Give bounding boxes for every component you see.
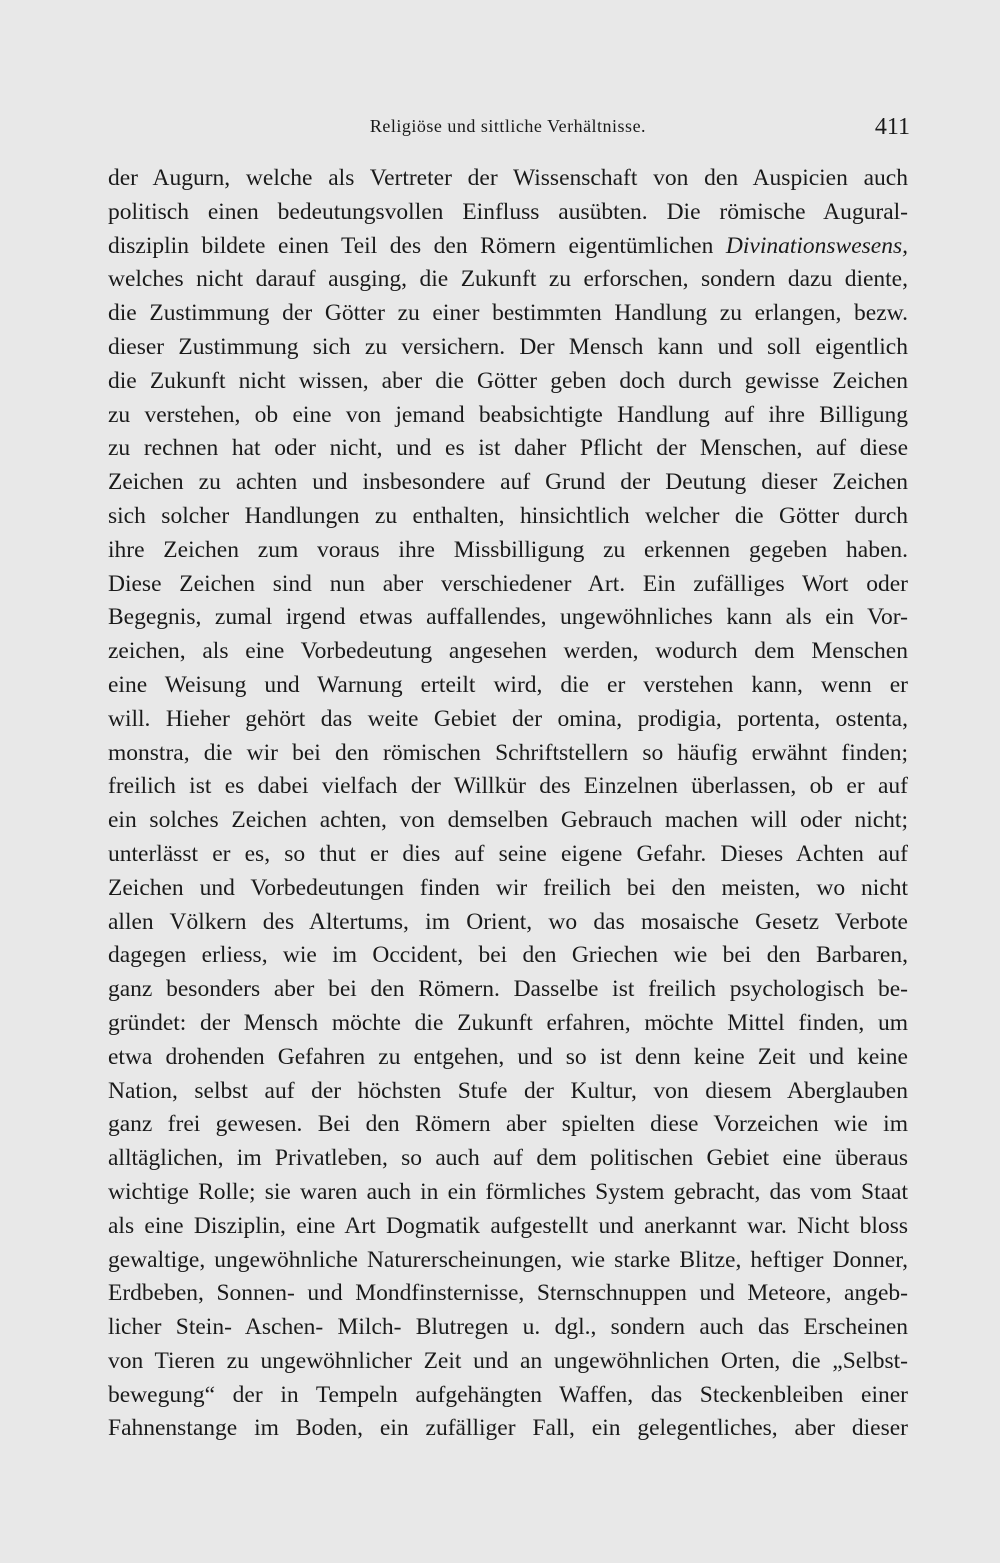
text-line: eine Weisung und Warnung erteilt wird, die er verstehen kann, wenn er (108, 671, 908, 698)
text-line: bewegung“ der in Tempeln aufgehängten Waffen, das Steckenbleiben einer (108, 1381, 908, 1408)
text-line: allen Völkern des Altertums, im Orient, wo das mosaische Gesetz Verbote (108, 908, 908, 935)
text-line: will. Hieher gehört das weite Gebiet der omina, prodigia, portenta, ostenta, (108, 705, 908, 732)
text-line: alltäglichen, im Privatleben, so auch auf dem politischen Gebiet eine überaus (108, 1145, 908, 1172)
text-line: ganz besonders aber bei den Römern. Dasselbe ist freilich psychologisch be- (108, 976, 908, 1003)
text-line: Diese Zeichen sind nun aber verschiedener Art. Ein zufälliges Wort oder (108, 570, 908, 597)
text-line: zeichen, als eine Vorbedeutung angesehen werden, wodurch dem Menschen (108, 638, 908, 665)
text-line: sich solcher Handlungen zu enthalten, hinsichtlich welcher die Götter durch (108, 502, 908, 529)
text-line: gründet: der Mensch möchte die Zukunft erfahren, möchte Mittel finden, um (108, 1009, 908, 1036)
page-number: 411 (874, 114, 910, 140)
text-line: zu verstehen, ob eine von jemand beabsichtigte Handlung auf ihre Billigung (108, 401, 908, 428)
text-line: dieser Zustimmung sich zu versichern. Der Mensch kann und soll eigentlich (108, 333, 908, 360)
text-line: der Augurn, welche als Vertreter der Wissenschaft von den Auspicien auch (108, 165, 908, 191)
text-line: Fahnenstange im Boden, ein zufälliger Fall, ein gelegentliches, aber dieser (108, 1415, 908, 1442)
text-line: politisch einen bedeutungsvollen Einfluss ausübten. Die römische Augural- (108, 198, 908, 225)
text-line: Zeichen und Vorbedeutungen finden wir freilich bei den meisten, wo nicht (108, 874, 908, 901)
text-line: gewaltige, ungewöhnliche Naturerscheinungen, wie starke Blitze, heftiger Donner, (108, 1246, 908, 1273)
text-line: unterlässt er es, so thut er dies auf seine eigene Gefahr. Dieses Achten auf (108, 840, 908, 867)
text-line: die Zustimmung der Götter zu einer bestimmten Handlung zu erlangen, bezw. (108, 300, 908, 327)
text-line: freilich ist es dabei vielfach der Willkür des Einzelnen überlassen, ob er auf (108, 773, 908, 800)
text-line: dagegen erliess, wie im Occident, bei den Griechen wie bei den Barbaren, (108, 942, 908, 969)
italic-term: Divinationswesens, (725, 232, 909, 259)
text-line: monstra, die wir bei den römischen Schriftstellern so häufig erwähnt finden; (108, 739, 908, 766)
text-line: ganz frei gewesen. Bei den Römern aber spielten diese Vorzeichen wie im (108, 1111, 908, 1138)
text-line: von Tieren zu ungewöhnlicher Zeit und an ungewöhnlichen Orten, die „Selbst- (108, 1347, 908, 1374)
text-line (108, 230, 908, 264)
text-line: ihre Zeichen zum voraus ihre Missbilligung zu erkennen gegeben haben. (108, 536, 908, 563)
text-line: wichtige Rolle; sie waren auch in ein förmliches System gebracht, das vom Staat (108, 1178, 908, 1205)
text-line: Erdbeben, Sonnen- und Mondfinsternisse, Sternschnuppen und Meteore, angeb- (108, 1280, 908, 1307)
text-line: Begegnis, zumal irgend etwas auffallendes, ungewöhnliches kann als ein Vor- (108, 604, 908, 631)
text-line: welches nicht darauf ausging, die Zukunft zu erforschen, sondern dazu diente, (108, 266, 908, 293)
text-line: etwa drohenden Gefahren zu entgehen, und so ist denn keine Zeit und keine (108, 1043, 908, 1070)
text-line: Nation, selbst auf der höchsten Stufe der Kultur, von diesem Aberglauben (108, 1077, 908, 1104)
body-text (108, 162, 908, 1446)
text-line: ein solches Zeichen achten, von demselben Gebrauch machen will oder nicht; (108, 807, 908, 834)
running-head (108, 114, 908, 144)
running-title: Religiöse und sittliche Verhältnisse. (369, 116, 647, 136)
text-line: zu rechnen hat oder nicht, und es ist daher Pflicht der Menschen, auf diese (108, 435, 908, 462)
text-line: als eine Disziplin, eine Art Dogmatik aufgestellt und anerkannt war. Nicht bloss (108, 1212, 908, 1239)
text-line: die Zukunft nicht wissen, aber die Götter geben doch durch gewisse Zeichen (108, 367, 908, 394)
text-line: licher Stein- Aschen- Milch- Blutregen u. dgl., sondern auch das Erscheinen (108, 1314, 908, 1341)
text-line-part: disziplin bildete einen Teil des den Römern eigentümlichen (108, 232, 714, 259)
text-line: Zeichen zu achten und insbesondere auf Grund der Deutung dieser Zeichen (108, 469, 908, 496)
